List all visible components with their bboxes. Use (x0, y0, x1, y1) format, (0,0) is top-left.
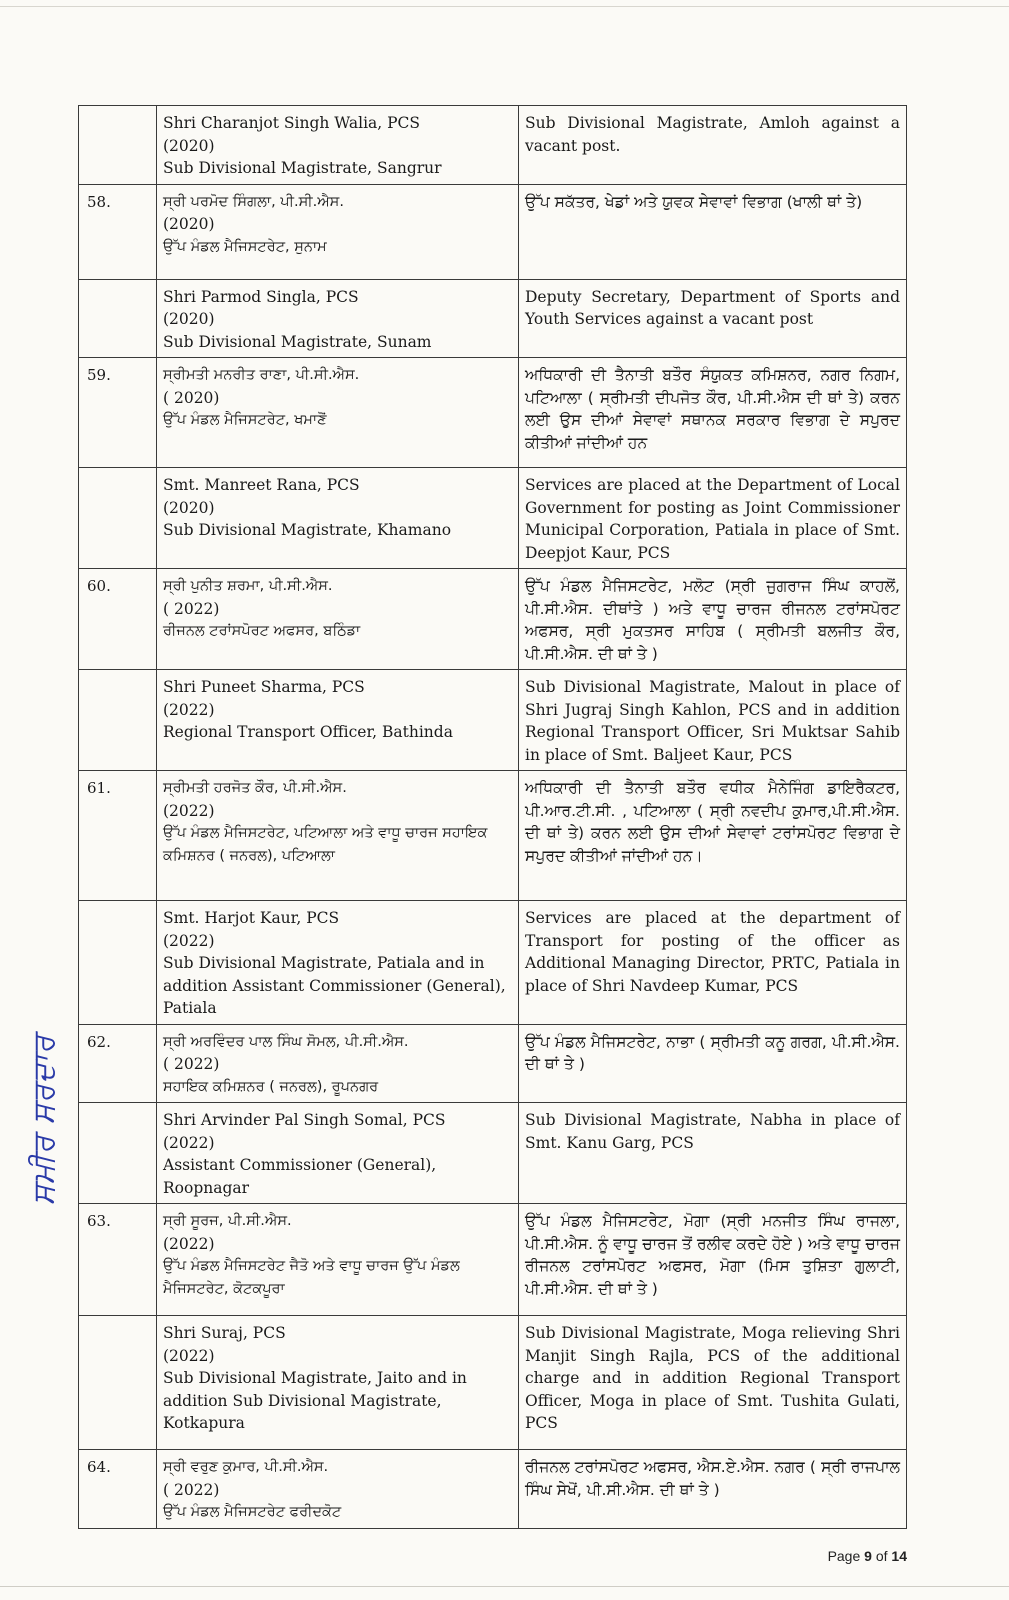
table-row (79, 569, 907, 670)
new-posting-cell: Sub Divisional Magistrate, Nabha in place of Smt. Kanu Garg, PCS (519, 1103, 907, 1204)
table-row (79, 1450, 907, 1529)
serial-number-cell: 60. (79, 569, 157, 670)
officer-detail-line: ਉੱਪ ਮੰਡਲ ਮੈਜਿਸਟਰੇਟ, ਖਮਾਣੋਂ (163, 412, 327, 428)
serial-number-cell: 63. (79, 1204, 157, 1316)
officer-detail-line: Smt. Harjot Kaur, PCS (163, 909, 340, 927)
page-total: 14 (891, 1548, 907, 1564)
officer-name-cell (157, 670, 519, 771)
top-rule (0, 6, 1009, 7)
officer-detail-line: Assistant Commissioner (General), Roopnagar (163, 1156, 437, 1197)
officer-name-cell (157, 468, 519, 569)
new-posting-cell: ਉੱਪ ਮੰਡਲ ਮੈਜਿਸਟਰੇਟ, ਮਲੋਟ (ਸ੍ਰੀ ਜੁਗਰਾਜ ਸਿੰਘ ਕਾਹਲੋਂ, ਪੀ.ਸੀ.ਐਸ. ਦੀਥਾਂਤੇ ) ਅਤੇ ਵਾਧੂ ਚਾਰਜ ਰੀਜਨਲ ਟਰਾਂਸਪੋਰਟ ਅਫਸਰ, ਸ੍ਰੀ ਮੁਕਤਸਰ ਸਾਹਿਬ ( ਸ੍ਰੀਮਤੀ ਬਲਜੀਤ ਕੌਰ, ਪੀ.ਸੀ.ਐਸ. ਦੀ ਥਾਂ ਤੇ ) (519, 569, 907, 670)
new-posting-cell: Sub Divisional Magistrate, Amloh against a vacant post. (519, 106, 907, 185)
officer-detail-line: Shri Charanjot Singh Walia, PCS (163, 114, 421, 132)
officer-name-cell (157, 184, 519, 279)
page-of-label: of (871, 1548, 892, 1564)
officer-detail-line: ਸ੍ਰੀ ਵਰੁਣ ਕੁਮਾਰ, ਪੀ.ਸੀ.ਐਸ. (163, 1459, 329, 1475)
table-row (79, 1204, 907, 1316)
table-row (79, 468, 907, 569)
page-number: 9 (864, 1548, 872, 1564)
officer-detail-line: ਸ੍ਰੀ ਪਰਮੋਦ ਸਿੰਗਲਾ, ਪੀ.ਸੀ.ਐਸ. (163, 193, 344, 210)
table-row (79, 1024, 907, 1103)
new-posting-cell: ਅਧਿਕਾਰੀ ਦੀ ਤੈਨਾਤੀ ਬਤੌਰ ਵਧੀਕ ਮੈਨੇਜਿੰਗ ਡਾਇਰੈਕਟਰ, ਪੀ.ਆਰ.ਟੀ.ਸੀ. , ਪਟਿਆਲਾ ( ਸ੍ਰੀ ਨਵਦੀਪ ਕੁਮਾਰ,ਪੀ.ਸੀ.ਐਸ. ਦੀ ਥਾਂ ਤੇ) ਕਰਨ ਲਈ ਉਸ ਦੀਆਂ ਸੇਵਾਵਾਂ ਟਰਾਂਸਪੋਰਟ ਵਿਭਾਗ ਦੇ ਸਪੁਰਦ ਕੀਤੀਆਂ ਜਾਂਦੀਆਂ ਹਨ। (519, 771, 907, 901)
officer-detail-line: ਸਹਾਇਕ ਕਮਿਸ਼ਨਰ ( ਜਨਰਲ), ਰੂਪਨਗਰ (163, 1078, 379, 1095)
officer-detail-line: Shri Parmod Singla, PCS (163, 287, 359, 306)
new-posting-cell: Services are placed at the department of Transport for posting of the officer as Additional Managing Director, PRTC, Patiala in place of Shri Navdeep Kumar, PCS (519, 901, 907, 1025)
new-posting-cell: ਉੱਪ ਸਕੱਤਰ, ਖੇਡਾਂ ਅਤੇ ਯੁਵਕ ਸੇਵਾਵਾਂ ਵਿਭਾਗ (ਖਾਲੀ ਥਾਂ ਤੇ) (519, 184, 907, 279)
new-posting-cell: ਉੱਪ ਮੰਡਲ ਮੈਜਿਸਟਰੇਟ, ਮੋਗਾ (ਸ੍ਰੀ ਮਨਜੀਤ ਸਿੰਘ ਰਾਜਲਾ, ਪੀ.ਸੀ.ਐਸ. ਨੂੰ ਵਾਧੂ ਚਾਰਜ ਤੋਂ ਰਲੀਵ ਕਰਦੇ ਹੋਏ ) ਅਤੇ ਵਾਧੂ ਚਾਰਜ ਰੀਜਨਲ ਟਰਾਂਸਪੋਰਟ ਅਫਸਰ, ਮੋਗਾ (ਮਿਸ ਤੁਸ਼ਿਤਾ ਗੁਲਾਟੀ, ਪੀ.ਸੀ.ਐਸ. ਦੀ ਥਾਂ ਤੇ ) (519, 1204, 907, 1316)
officer-detail-line: (2022) (163, 1346, 215, 1365)
officer-detail-line: ( 2022) (163, 599, 220, 618)
officer-name-cell (157, 569, 519, 670)
officer-detail-line: Sub Divisional Magistrate, Sunam (163, 332, 432, 351)
officer-detail-line: (2022) (163, 931, 215, 950)
serial-number-cell (79, 106, 157, 185)
page-label: Page (827, 1548, 865, 1564)
officer-detail-line: ਸ੍ਰੀਮਤੀ ਹਰਜੋਤ ਕੌਰ, ਪੀ.ਸੀ.ਐਸ. (163, 780, 347, 796)
officer-detail-line: (2022) (163, 801, 215, 820)
officer-detail-line: ਸ੍ਰੀ ਅਰਵਿੰਦਰ ਪਾਲ ਸਿੰਘ ਸੋਮਲ, ਪੀ.ਸੀ.ਐਸ. (163, 1033, 409, 1050)
officer-name-cell (157, 358, 519, 468)
officer-detail-line: Sub Divisional Magistrate, Jaito and in addition Sub Divisional Magistrate, Kotkapura (163, 1369, 467, 1432)
serial-number-cell (79, 901, 157, 1025)
officer-detail-line: (2022) (163, 1234, 215, 1253)
table-row (79, 670, 907, 771)
officer-name-cell (157, 106, 519, 185)
officer-detail-line: ਉੱਪ ਮੰਡਲ ਮੈਜਿਸਟਰੇਟ ਫਰੀਦਕੋਟ (163, 1504, 342, 1520)
officer-detail-line: Regional Transport Officer, Bathinda (163, 723, 453, 741)
serial-number-cell: 58. (79, 184, 157, 279)
officer-detail-line: (2022) (163, 1133, 215, 1152)
officer-detail-line: ਉੱਪ ਮੰਡਲ ਮੈਜਿਸਟਰੇਟ, ਪਟਿਆਲਾ ਅਤੇ ਵਾਧੂ ਚਾਰਜ ਸਹਾਇਕ ਕਮਿਸ਼ਨਰ ( ਜਨਰਲ), ਪਟਿਆਲਾ (163, 825, 488, 864)
officer-detail-line: ਸ੍ਰੀ ਸੂਰਜ, ਪੀ.ਸੀ.ਐਸ. (163, 1213, 292, 1229)
new-posting-cell: ਅਧਿਕਾਰੀ ਦੀ ਤੈਨਾਤੀ ਬਤੌਰ ਸੰਯੁਕਤ ਕਮਿਸ਼ਨਰ, ਨਗਰ ਨਿਗਮ, ਪਟਿਆਲਾ ( ਸ੍ਰੀਮਤੀ ਦੀਪਜੋਤ ਕੌਰ, ਪੀ.ਸੀ.ਐਸ ਦੀ ਥਾਂ ਤੇ) ਕਰਨ ਲਈ ਉਸ ਦੀਆਂ ਸੇਵਾਵਾਂ ਸਥਾਨਕ ਸਰਕਾਰ ਵਿਭਾਗ ਦੇ ਸਪੁਰਦ ਕੀਤੀਆਂ ਜਾਂਦੀਆਂ ਹਨ (519, 358, 907, 468)
bottom-rule (0, 1586, 1009, 1587)
officer-detail-line: ਉੱਪ ਮੰਡਲ ਮੈਜਿਸਟਰੇਟ ਜੈਤੋ ਅਤੇ ਵਾਧੂ ਚਾਰਜ ਉੱਪ ਮੰਡਲ ਮੈਜਿਸਟਰੇਟ, ਕੋਟਕਪੂਰਾ (163, 1258, 460, 1297)
officer-detail-line: (2020) (163, 136, 215, 155)
officer-name-cell (157, 1204, 519, 1316)
table-row (79, 901, 907, 1025)
table-row (79, 1103, 907, 1204)
table-row (79, 106, 907, 185)
officer-detail-line: ਉੱਪ ਮੰਡਲ ਮੈਜਿਸਟਰੇਟ, ਸੁਨਾਮ (163, 238, 327, 255)
table-row (79, 1316, 907, 1450)
officer-detail-line: Shri Suraj, PCS (163, 1324, 286, 1342)
new-posting-cell: Deputy Secretary, Department of Sports and Youth Services against a vacant post (519, 279, 907, 358)
new-posting-cell: Sub Divisional Magistrate, Malout in place of Shri Jugraj Singh Kahlon, PCS and in addition Regional Transport Officer, Sri Muktsar Sahib in place of Smt. Baljeet Kaur, PCS (519, 670, 907, 771)
officer-detail-line: (2020) (163, 215, 215, 233)
new-posting-cell: ਉੱਪ ਮੰਡਲ ਮੈਜਿਸਟਰੇਟ, ਨਾਭਾ ( ਸ੍ਰੀਮਤੀ ਕਨੂ ਗਰਗ, ਪੀ.ਸੀ.ਐਸ. ਦੀ ਥਾਂ ਤੇ ) (519, 1024, 907, 1103)
serial-number-cell (79, 279, 157, 358)
serial-number-cell: 61. (79, 771, 157, 901)
serial-number-cell (79, 670, 157, 771)
officer-detail-line: Sub Divisional Magistrate, Sangrur (163, 159, 442, 177)
page-footer (828, 1548, 907, 1564)
officer-detail-line: Sub Divisional Magistrate, Patiala and in addition Assistant Commissioner (General), Patiala (163, 954, 506, 1017)
officer-name-cell (157, 1024, 519, 1103)
officer-name-cell (157, 1316, 519, 1450)
transfer-orders-table (78, 105, 907, 1529)
officer-name-cell (157, 1450, 519, 1529)
officer-detail-line: Shri Puneet Sharma, PCS (163, 678, 365, 696)
officer-detail-line: ( 2022) (163, 1055, 220, 1073)
officer-name-cell (157, 901, 519, 1025)
serial-number-cell: 64. (79, 1450, 157, 1529)
officer-name-cell (157, 771, 519, 901)
officer-detail-line: Shri Arvinder Pal Singh Somal, PCS (163, 1111, 446, 1129)
officer-detail-line: ( 2022) (163, 1480, 220, 1499)
officer-name-cell (157, 279, 519, 358)
table-body (79, 106, 907, 1529)
serial-number-cell (79, 1103, 157, 1204)
officer-detail-line: (2020) (163, 498, 215, 517)
signature-text: ਸਮੀਰ ਸਰਦਾਰ (26, 1034, 62, 1206)
table-row (79, 184, 907, 279)
officer-detail-line: ਰੀਜਨਲ ਟਰਾਂਸਪੋਰਟ ਅਫਸਰ, ਬਠਿੰਡਾ (163, 623, 361, 639)
officer-detail-line: Sub Divisional Magistrate, Khamano (163, 521, 452, 539)
officer-name-cell (157, 1103, 519, 1204)
new-posting-cell: ਰੀਜਨਲ ਟਰਾਂਸਪੋਰਟ ਅਫਸਰ, ਐਸ.ਏ.ਐਸ. ਨਗਰ ( ਸ੍ਰੀ ਰਾਜਪਾਲ ਸਿੰਘ ਸੇਖੋਂ, ਪੀ.ਸੀ.ਐਸ. ਦੀ ਥਾਂ ਤੇ ) (519, 1450, 907, 1529)
officer-detail-line: ਸ੍ਰੀ ਪੁਨੀਤ ਸ਼ਰਮਾ, ਪੀ.ਸੀ.ਐਸ. (163, 578, 333, 594)
new-posting-cell: Sub Divisional Magistrate, Moga relieving Shri Manjit Singh Rajla, PCS of the additional charge and in addition Regional Transport Officer, Moga in place of Smt. Tushita Gulati, PCS (519, 1316, 907, 1450)
officer-detail-line: ਸ੍ਰੀਮਤੀ ਮਨਰੀਤ ਰਾਣਾ, ਪੀ.ਸੀ.ਐਸ. (163, 367, 360, 383)
table-row (79, 771, 907, 901)
serial-number-cell (79, 1316, 157, 1450)
new-posting-cell: Services are placed at the Department of Local Government for posting as Joint Commissioner Municipal Corporation, Patiala in place of Smt. Deepjot Kaur, PCS (519, 468, 907, 569)
handwritten-signature (14, 1020, 74, 1220)
serial-number-cell: 59. (79, 358, 157, 468)
serial-number-cell (79, 468, 157, 569)
officer-detail-line: (2022) (163, 700, 215, 719)
officer-detail-line: (2020) (163, 310, 215, 328)
officer-detail-line: ( 2020) (163, 388, 220, 407)
table-row (79, 279, 907, 358)
serial-number-cell: 62. (79, 1024, 157, 1103)
officer-detail-line: Smt. Manreet Rana, PCS (163, 476, 360, 494)
table-row (79, 358, 907, 468)
